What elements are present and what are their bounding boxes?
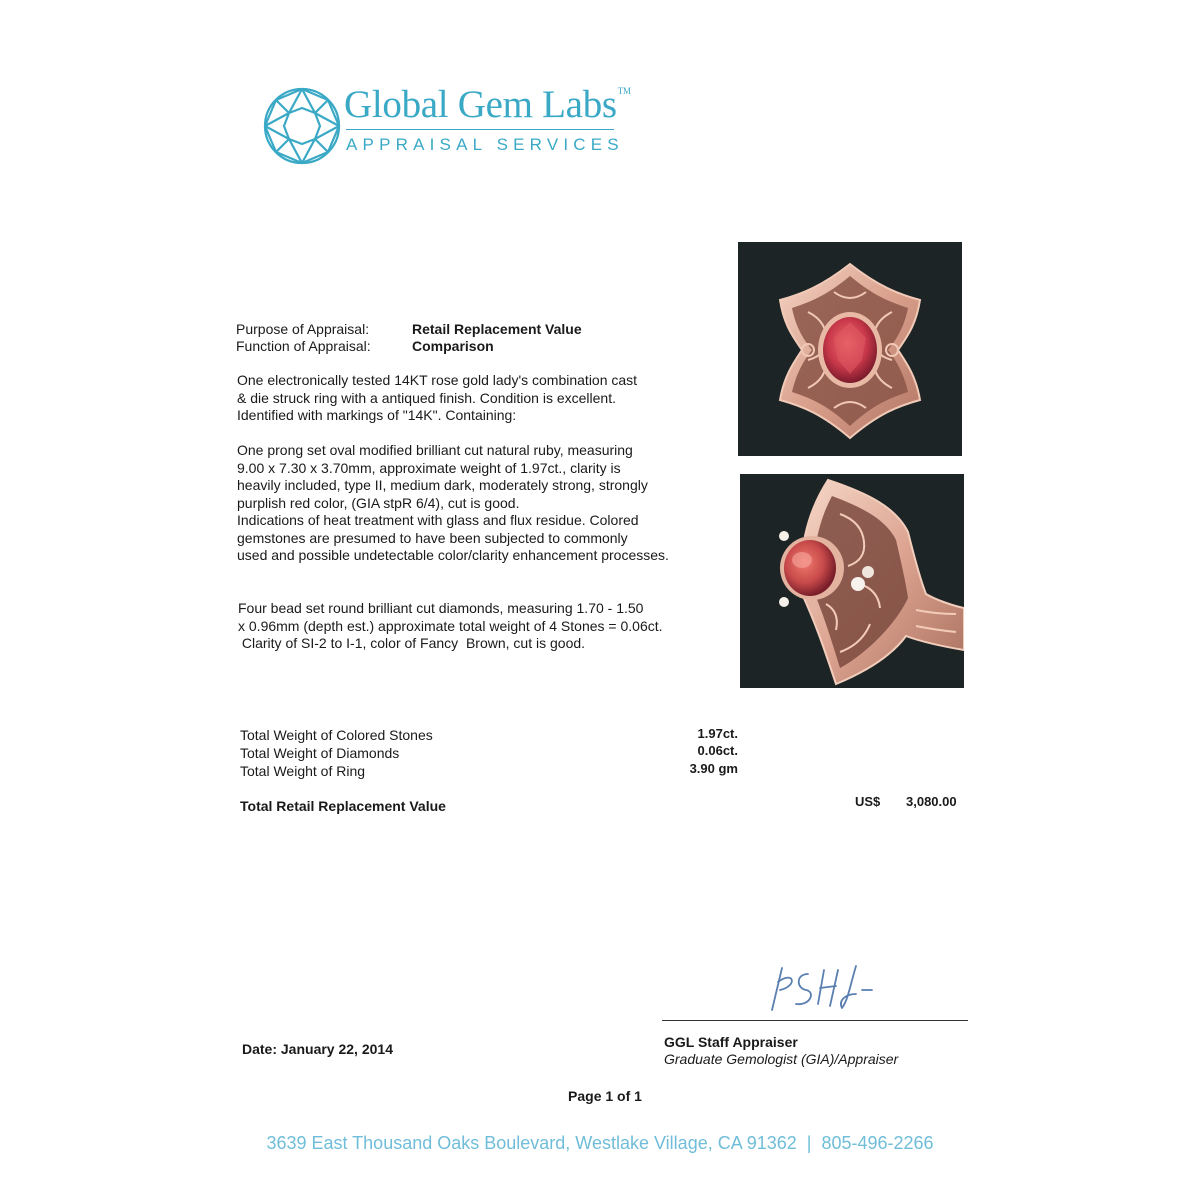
diamond-description [238,600,663,653]
function-value: Comparison [412,338,494,354]
ruby-description-line: One prong set oval modified brilliant cut natural ruby, measuring [237,442,633,458]
diamond-description-line: Clarity of SI-2 to I-1, color of Fancy Brown, cut is good. [238,635,586,651]
ring-description [237,372,637,425]
total-colored-stones-value: 1.97ct. [697,726,738,741]
total-ring-weight-label: Total Weight of Ring [240,763,366,779]
page-number: Page 1 of 1 [568,1088,642,1104]
purpose-value: Retail Replacement Value [412,321,582,337]
brand-divider [346,129,614,130]
total-diamonds-value: 0.06ct. [697,743,738,758]
ring-top-view-image [738,242,962,456]
total-diamonds-label: Total Weight of Diamonds [240,745,400,761]
function-label: Function of Appraisal: [236,338,371,354]
ring-top-view-photo [738,242,962,456]
total-ring-weight-value: 3.90 gm [689,761,738,776]
trademark-mark: TM [617,86,631,96]
appraiser-title: Graduate Gemologist (GIA)/Appraiser [664,1051,899,1067]
brand-name: Global Gem Labs™ [344,83,631,126]
purpose-label: Purpose of Appraisal: [236,321,370,337]
ring-description-line: One electronically tested 14KT rose gold lady's combination cast [237,372,638,388]
ruby-description-line: 9.00 x 7.30 x 3.70mm, approximate weight of 1.97ct., clarity is [237,459,621,476]
ruby-description [237,442,669,565]
round-brilliant-diamond-icon [262,86,342,166]
brand-tagline: APPRAISAL SERVICES [346,135,624,154]
appraiser-signature [758,960,878,1016]
ruby-description-line: purplish red color, (GIA stpR 6/4), cut is good. [237,494,520,511]
ruby-description-line: gemstones are presumed to have been subjected to commonly [237,529,628,546]
ring-description-line: Identified with markings of "14K". Containing: [237,407,517,423]
total-value-label: Total Retail Replacement Value [240,798,446,814]
ring-side-view-photo [740,474,964,688]
function-row [236,338,494,355]
appraiser-name: GGL Staff Appraiser [664,1034,798,1050]
ruby-description-line: Indications of heat treatment with glass and flux residue. Colored [237,512,639,528]
diamond-description-line: Four bead set round brilliant cut diamonds, measuring 1.70 - 1.50 [238,600,644,616]
total-value-amount: 3,080.00 [906,794,957,809]
diamond-description-line: x 0.96mm (depth est.) approximate total weight of 4 Stones = 0.06ct. [238,617,663,634]
total-colored-stones-label: Total Weight of Colored Stones [240,727,433,743]
footer-address: 3639 East Thousand Oaks Boulevard, Westlake Village, CA 91362 | 805-496-2266 [266,1133,934,1153]
ruby-description-line: heavily included, type II, medium dark, moderately strong, strongly [237,477,648,493]
ring-side-view-image [740,474,964,688]
purpose-row [236,321,582,338]
ring-description-line: & die struck ring with a antiqued finish. Condition is excellent. [237,389,616,406]
signature-line [662,1020,968,1021]
ruby-description-line: used and possible undetectable color/clarity enhancement processes. [237,547,669,563]
appraisal-date: Date: January 22, 2014 [242,1041,393,1057]
currency: US$ [855,794,881,809]
